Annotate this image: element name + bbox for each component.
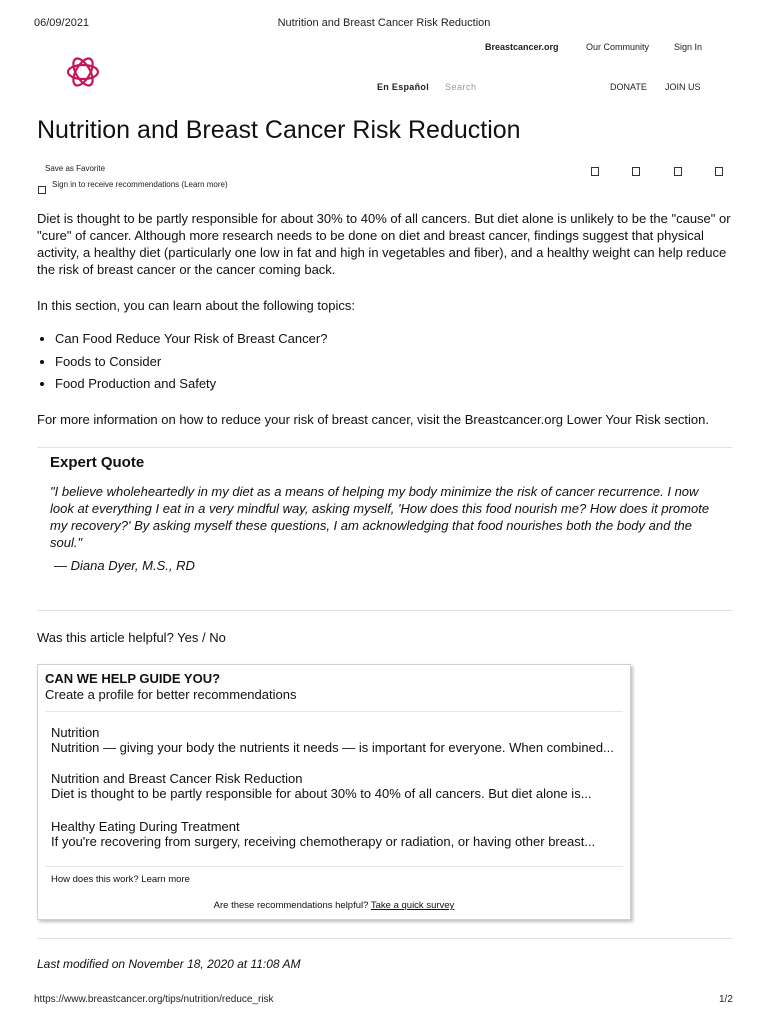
more-info-paragraph: For more information on how to reduce your risk of breast cancer, visit the Breastcancer.org Lower Your Risk section.	[37, 412, 709, 427]
topic-link[interactable]: Foods to Consider	[55, 353, 162, 369]
survey-link[interactable]: Take a quick survey	[370, 900, 455, 911]
survey-line	[38, 900, 630, 911]
divider	[37, 610, 732, 611]
topic-item-food-risk[interactable]	[55, 328, 455, 351]
article-helpful-prompt[interactable]: Was this article helpful? Yes / No	[37, 630, 226, 645]
divider	[45, 711, 623, 712]
save-favorite-link[interactable]: Save as Favorite	[45, 164, 106, 173]
expert-quote-author: — Diana Dyer, M.S., RD	[54, 558, 195, 573]
expert-quote-heading: Expert Quote	[50, 454, 145, 471]
topic-item-foods-consider[interactable]	[55, 351, 455, 374]
nav-link-sign-in[interactable]: Sign In	[674, 42, 703, 52]
print-date: 06/09/2021	[34, 17, 90, 29]
divider	[37, 447, 732, 448]
section-intro: In this section, you can learn about the following topics:	[37, 298, 355, 313]
share-icon-1[interactable]	[591, 167, 599, 176]
recommendation-item[interactable]	[51, 819, 626, 849]
recommendation-desc: Nutrition — giving your body the nutrients it needs — is important for everyone. When combined...	[51, 740, 614, 755]
recommend-checkbox[interactable]	[38, 181, 46, 199]
join-us-button[interactable]: JOIN US	[665, 82, 701, 92]
donate-button[interactable]: DONATE	[610, 82, 647, 92]
guide-card	[37, 664, 631, 920]
nav-espanol[interactable]: En Español	[377, 82, 430, 92]
nav-link-community[interactable]: Our Community	[586, 42, 650, 52]
share-icon-4[interactable]	[715, 167, 723, 176]
expert-quote-text: "I believe wholeheartedly in my diet as a means of helping my body minimize the risk of cancer recurrence. I now look at everything I eat in a very mindful way, asking myself, 'How does this food nourish me? How does it promote my recovery?' By asking myself these questions, I am acknowledging that food nourishes both the body and the soul."	[50, 484, 710, 550]
nav-link-breastcancer[interactable]: Breastcancer.org	[485, 42, 559, 52]
how-it-works-link[interactable]: How does this work? Learn more	[51, 874, 190, 885]
divider	[37, 938, 732, 939]
guide-heading: CAN WE HELP GUIDE YOU?	[45, 671, 221, 686]
print-doc-title: Nutrition and Breast Cancer Risk Reduction	[277, 17, 491, 29]
guide-subheading[interactable]: Create a profile for better recommendations	[45, 687, 297, 702]
recommendation-title[interactable]: Nutrition	[51, 725, 100, 740]
ribbon-flower-logo-icon[interactable]	[64, 53, 102, 91]
search-input[interactable]: Search	[445, 82, 477, 92]
recommendation-desc: Diet is thought to be partly responsible for about 30% to 40% of all cancers. But diet alone is...	[51, 786, 592, 801]
topic-link[interactable]: Food Production and Safety	[55, 376, 217, 391]
signin-recommendations-text[interactable]: Sign in to receive recommendations (Learn more)	[52, 180, 228, 189]
topic-list	[37, 328, 455, 396]
recommendation-desc: If you're recovering from surgery, receiving chemotherapy or radiation, or having other breast...	[51, 834, 596, 849]
recommendation-item[interactable]	[51, 771, 626, 801]
print-page-number: 1/2	[719, 994, 733, 1005]
print-url: https://www.breastcancer.org/tips/nutrition/reduce_risk	[34, 994, 274, 1005]
recommendation-title[interactable]: Healthy Eating During Treatment	[51, 819, 240, 834]
intro-paragraph: Diet is thought to be partly responsible for about 30% to 40% of all cancers. But diet alone is unlikely to be the "cause" or "cure" of cancer. Although more research needs to be done on diet and breast cancer, findings suggest that physical activity, a healthy diet (particularly one low in fat and high in vegetables and fiber), and a healthy weight can help reduce the risk of breast cancer or the cancer coming back.	[37, 211, 731, 277]
recommendation-item[interactable]	[51, 725, 626, 755]
topic-item-food-production[interactable]	[55, 373, 455, 396]
topic-link[interactable]: Can Food Reduce Your Risk of Breast Cancer?	[55, 331, 328, 346]
survey-question: Are these recommendations helpful?	[213, 900, 369, 911]
page-title: Nutrition and Breast Cancer Risk Reduction	[37, 116, 521, 144]
divider	[45, 866, 623, 867]
share-icon-2[interactable]	[632, 167, 640, 176]
last-modified: Last modified on November 18, 2020 at 11:08 AM	[37, 957, 301, 971]
recommendation-title[interactable]: Nutrition and Breast Cancer Risk Reduction	[51, 771, 303, 786]
share-icon-3[interactable]	[674, 167, 682, 176]
